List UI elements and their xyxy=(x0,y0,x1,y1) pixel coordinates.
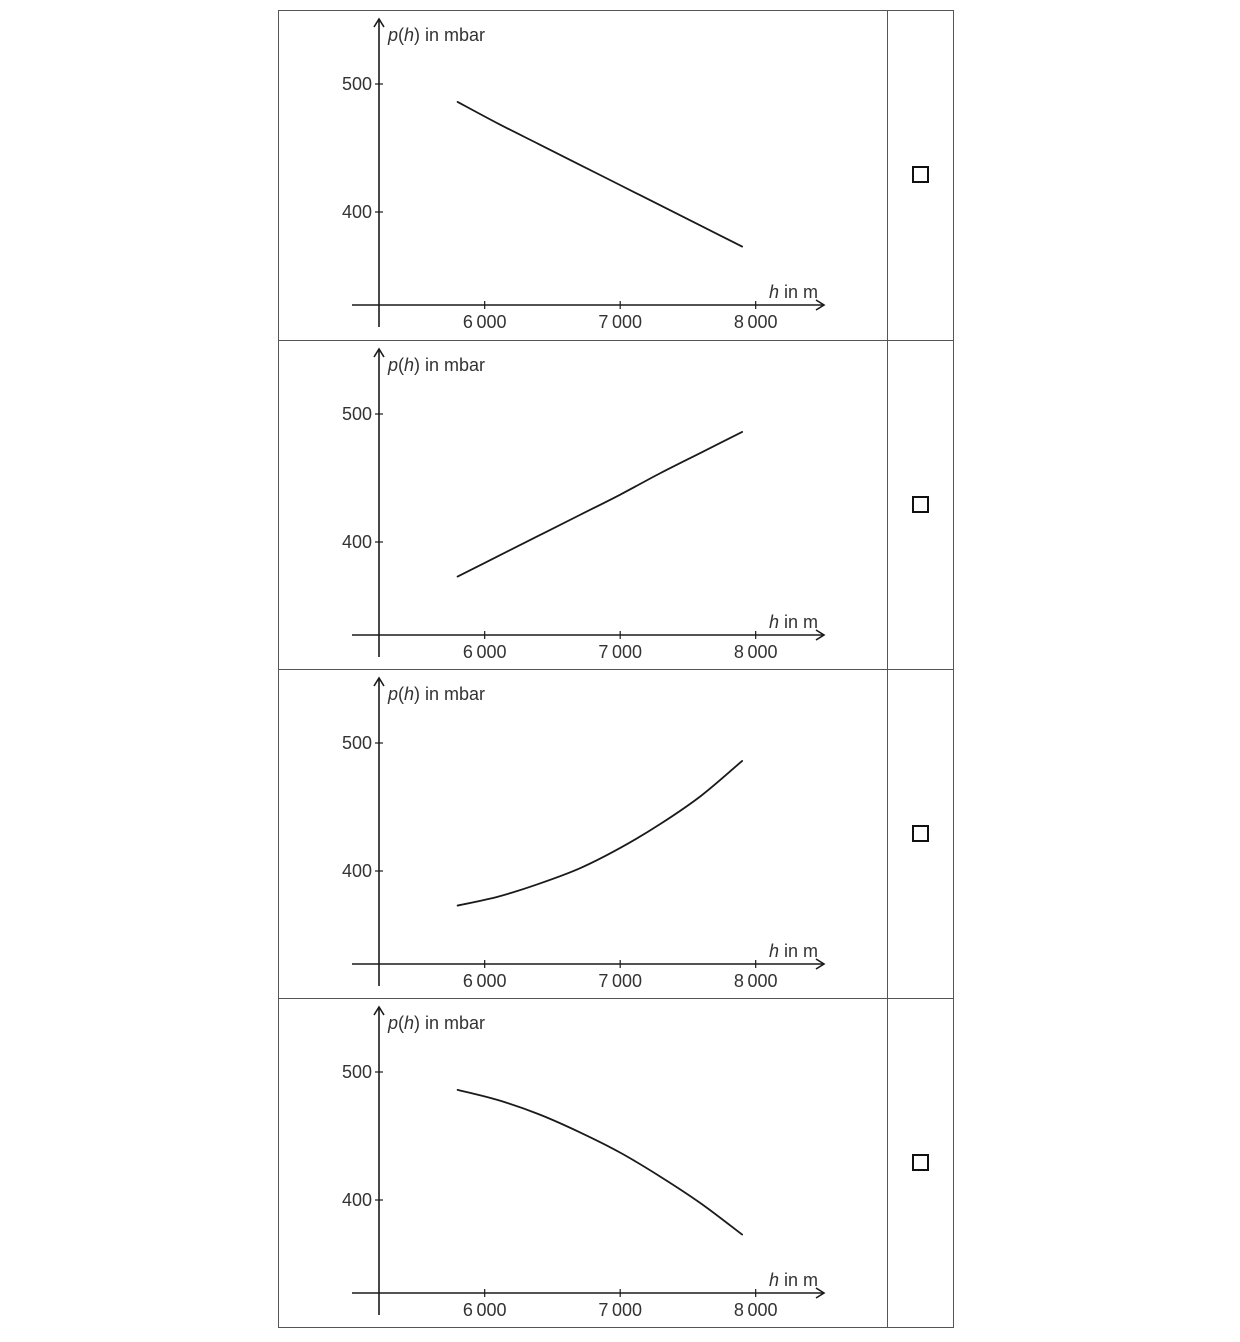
chart-b xyxy=(279,341,888,670)
x-tick-label: 6 000 xyxy=(462,312,507,332)
y-tick-label: 500 xyxy=(341,74,372,94)
option-row-a xyxy=(279,11,953,340)
option-row-b xyxy=(279,340,953,669)
x-axis-label: h in m xyxy=(768,282,818,302)
y-tick-label: 500 xyxy=(341,1062,372,1082)
series-line xyxy=(458,761,743,906)
y-tick-label: 500 xyxy=(341,404,372,424)
chart-cell xyxy=(279,670,888,998)
chart-c xyxy=(279,670,888,999)
x-tick-label: 6 000 xyxy=(462,642,507,662)
series-line xyxy=(458,1090,743,1235)
chart-cell xyxy=(279,999,888,1327)
answer-checkbox-d[interactable] xyxy=(912,1154,929,1171)
x-tick-label: 8 000 xyxy=(733,312,778,332)
y-tick-label: 500 xyxy=(341,733,372,753)
checkbox-cell xyxy=(888,11,952,340)
chart-a xyxy=(279,11,888,340)
series-line xyxy=(458,432,743,577)
series-line xyxy=(458,102,743,247)
option-row-d xyxy=(279,998,953,1327)
answer-checkbox-c[interactable] xyxy=(912,825,929,842)
checkbox-cell xyxy=(888,999,952,1327)
x-tick-label: 7 000 xyxy=(598,971,643,991)
answer-table xyxy=(278,10,954,1328)
y-axis-label: p(h) in mbar xyxy=(388,355,486,375)
y-axis-label: p(h) in mbar xyxy=(388,1013,486,1033)
x-tick-label: 8 000 xyxy=(733,971,778,991)
option-row-c xyxy=(279,669,953,998)
y-axis-label: p(h) in mbar xyxy=(388,25,486,45)
x-tick-label: 7 000 xyxy=(598,1300,643,1320)
y-tick-label: 400 xyxy=(341,532,372,552)
x-axis-label: h in m xyxy=(768,941,818,961)
x-tick-label: 7 000 xyxy=(598,642,643,662)
chart-cell xyxy=(279,341,888,669)
y-tick-label: 400 xyxy=(341,861,372,881)
y-tick-label: 400 xyxy=(341,1190,372,1210)
checkbox-cell xyxy=(888,670,952,998)
chart-cell xyxy=(279,11,888,340)
x-tick-label: 8 000 xyxy=(733,642,778,662)
answer-checkbox-b[interactable] xyxy=(912,496,929,513)
y-tick-label: 400 xyxy=(341,202,372,222)
x-tick-label: 8 000 xyxy=(733,1300,778,1320)
answer-checkbox-a[interactable] xyxy=(912,166,929,183)
checkbox-cell xyxy=(888,341,952,669)
chart-d xyxy=(279,999,888,1328)
x-axis-label: h in m xyxy=(768,1270,818,1290)
x-tick-label: 6 000 xyxy=(462,1300,507,1320)
x-tick-label: 6 000 xyxy=(462,971,507,991)
x-tick-label: 7 000 xyxy=(598,312,643,332)
y-axis-label: p(h) in mbar xyxy=(388,684,486,704)
x-axis-label: h in m xyxy=(768,612,818,632)
